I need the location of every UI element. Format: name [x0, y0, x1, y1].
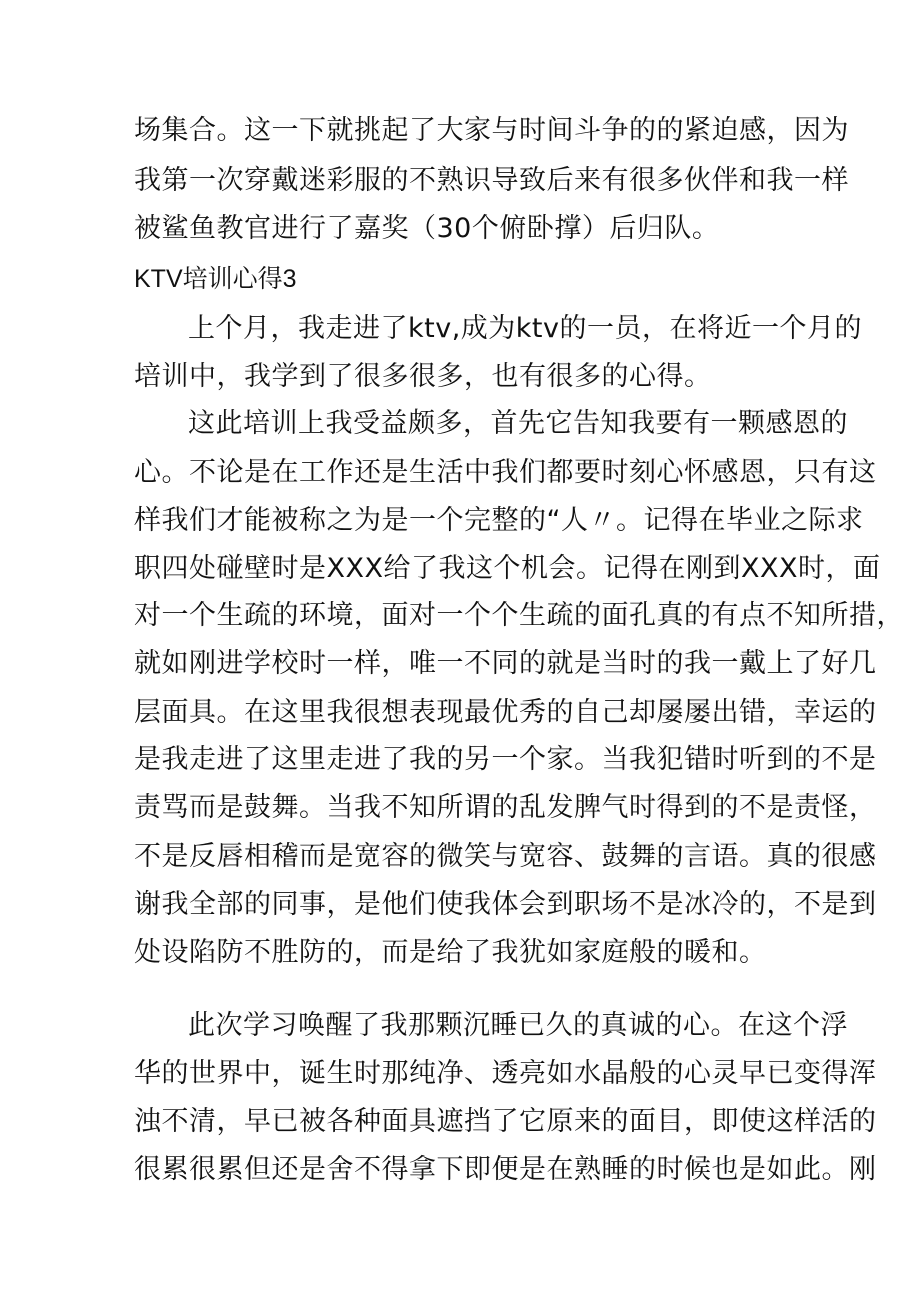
paragraph-line: 对一个生疏的环境，面对一个个生疏的面孔真的有点不知所措， — [134, 600, 904, 631]
paragraph-line: 浊不清，早已被各种面具遮挡了它原来的面目，即使这样活的 — [134, 1106, 877, 1137]
paragraph-line: 这此培训上我受益颇多，首先它告知我要有一颗感恩的 — [188, 408, 848, 439]
paragraph-line: 场集合。这一下就挑起了大家与时间斗争的的紧迫感，因为 — [134, 115, 849, 146]
paragraph-line: 责骂而是鼓舞。当我不知所谓的乱发脾气时得到的不是责怪， — [134, 792, 877, 823]
paragraph-line: 我第一次穿戴迷彩服的不熟识导致后来有很多伙伴和我一样 — [134, 165, 849, 196]
paragraph-line: 就如刚进学校时一样，唯一不同的就是当时的我一戴上了好几 — [134, 648, 877, 679]
paragraph-line: 很累很累但还是舍不得拿下即便是在熟睡的时候也是如此。刚 — [134, 1154, 877, 1185]
paragraph-line: 被鲨鱼教官进行了嘉奖（30个俯卧撑）后归队。 — [134, 213, 720, 244]
paragraph-line: 华的世界中，诞生时那纯净、透亮如水晶般的心灵早已变得浑 — [134, 1058, 877, 1089]
paragraph-line: 职四处碰壁时是XXX给了我这个机会。记得在刚到XXX时，面 — [134, 553, 881, 584]
paragraph-line: 上个月，我走进了ktv,成为ktv的一员，在将近一个月的 — [188, 313, 862, 344]
paragraph-line: 层面具。在这里我很想表现最优秀的自己却屡屡出错，幸运的 — [134, 697, 877, 728]
paragraph-line: 处设陷防不胜防的，而是给了我犹如家庭般的暖和。 — [134, 937, 767, 968]
paragraph-line: 不是反唇相稽而是宽容的微笑与宽容、鼓舞的言语。真的很感 — [134, 841, 877, 872]
section-heading: KTV培训心得3 — [134, 265, 297, 293]
paragraph-line: 心。不论是在工作还是生活中我们都要时刻心怀感恩，只有这 — [134, 457, 877, 488]
paragraph-line: 谢我全部的同事，是他们使我体会到职场不是冰冷的，不是到 — [134, 889, 877, 920]
paragraph-line: 样我们才能被称之为是一个完整的“人〃。记得在毕业之际求 — [134, 505, 864, 536]
paragraph-line: 培训中，我学到了很多很多，也有很多的心得。 — [134, 361, 712, 392]
paragraph-line: 此次学习唤醒了我那颗沉睡已久的真诚的心。在这个浮 — [188, 1010, 848, 1041]
paragraph-line: 是我走进了这里走进了我的另一个家。当我犯错时听到的不是 — [134, 744, 877, 775]
